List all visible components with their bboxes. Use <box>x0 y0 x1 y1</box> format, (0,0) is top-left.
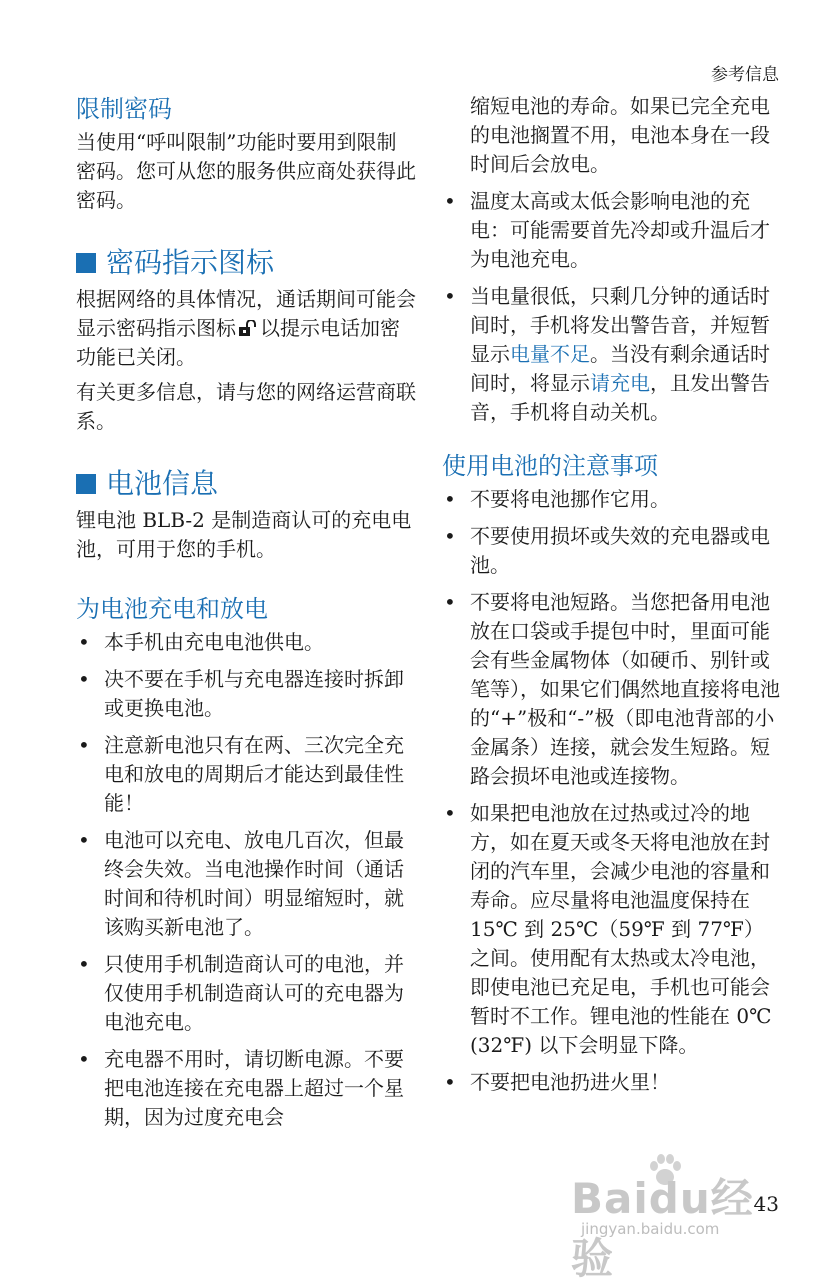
heading-icon <box>76 243 416 283</box>
paragraph-battery: 锂电池 BLB-2 是制造商认可的充电电池，可用于您的手机。 <box>76 508 412 561</box>
list-item: • 不要使用损坏或失效的充电器或电池。 <box>444 524 770 577</box>
bullet-icon: • <box>78 667 90 691</box>
continued-text: 缩短电池的寿命。如果已完全充电的电池搁置不用，电池本身在一段时间后会放电。 <box>470 94 770 176</box>
list-item: • 不要将电池短路。当您把备用电池放在口袋或手提包中时，里面可能会有些金属物体（如硬币、别针或笔等），如果它们偶然地直接将电池的“+”极和“-”极（即电池背部的小金属条）连接，就会发生短路。短路会损坏电池或连接物。 <box>444 590 780 788</box>
heading-notes: 使用电池的注意事项 <box>442 452 658 480</box>
section-header: 参考信息 <box>711 65 779 85</box>
bullet-icon: • <box>444 487 456 511</box>
list-item: • 温度太高或太低会影响电池的充电：可能需要首先冷却或升温后才为电池充电。 <box>444 189 770 271</box>
notes-list <box>442 485 782 1097</box>
bullet-icon: • <box>444 284 456 308</box>
unlocked-padlock-icon <box>238 320 258 336</box>
page-number: 43 <box>753 1192 779 1216</box>
paragraph-icon-part2: 以提示电话加密功能已关闭。 <box>76 316 400 369</box>
charge-list-continued <box>442 187 782 427</box>
bullet-icon: • <box>78 952 90 976</box>
list-item: • 只使用手机制造商认可的电池，并仅使用手机制造商认可的充电器为电池充电。 <box>78 952 404 1034</box>
low-battery-term: 电量不足 <box>510 342 590 366</box>
charge-list <box>76 628 416 1132</box>
heading-icon-text: 密码指示图标 <box>106 246 275 279</box>
right-column <box>442 92 782 1105</box>
heading-battery <box>76 464 416 504</box>
list-item: • 注意新电池只有在两、三次完全充电和放电的周期后才能达到最佳性能！ <box>78 733 404 815</box>
list-item: • 决不要在手机与充电器连接时拆卸或更换电池。 <box>78 667 404 720</box>
heading-charge: 为电池充电和放电 <box>76 595 268 623</box>
bullet-icon: • <box>78 1047 90 1071</box>
bullet-icon: • <box>444 524 456 548</box>
heading-battery-text: 电池信息 <box>106 467 219 500</box>
bullet-icon: • <box>444 1070 456 1094</box>
list-item: • 不要把电池扔进火里！ <box>442 1068 782 1097</box>
bullet-icon: • <box>444 801 456 825</box>
bullet-icon: • <box>78 630 90 654</box>
bullet-icon: • <box>78 828 90 852</box>
recharge-term: 请充电 <box>590 371 650 395</box>
list-item: • 当电量很低，只剩几分钟的通话时间时，手机将发出警告音，并短暂显示电量不足。当没有剩余通话时间时，将显示请充电，且发出警告音，手机将自动关机。 <box>444 284 770 424</box>
paragraph-icon <box>76 285 416 372</box>
paragraph-pin: 当使用“呼叫限制”功能时要用到限制密码。您可从您的服务供应商处获得此密码。 <box>76 130 416 212</box>
paragraph-more-info: 有关更多信息，请与您的网络运营商联系。 <box>76 380 416 433</box>
list-item: • 不要将电池挪作它用。 <box>442 485 782 514</box>
list-item: • 如果把电池放在过热或过冷的地方，如在夏天或冬天将电池放在封闭的汽车里，会减少电池的容量和寿命。应尽量将电池温度保持在 15℃ 到 25℃（59℉ 到 77℉）之间。使用配有太热或太冷电池，即使电池已充足电，手机也可能会暂时不工作。锂电池的性能在 0℃ (32℉) 以下会明显下降。 <box>444 801 772 1057</box>
list-item: • 电池可以充电、放电几百次，但最终会失效。当电池操作时间（通话时间和待机时间）明显缩短时，就该购买新电池了。 <box>78 828 404 939</box>
bullet-icon: • <box>444 590 456 614</box>
bullet-icon: • <box>444 189 456 213</box>
list-item: • 充电器不用时，请切断电源。不要把电池连接在充电器上超过一个星期，因为过度充电会 <box>78 1047 404 1129</box>
list-item: • 本手机由充电电池供电。 <box>76 628 416 657</box>
watermark-url: jingyan.baidu.com <box>581 1220 720 1238</box>
square-bullet-icon <box>76 474 96 494</box>
left-column <box>76 92 416 1140</box>
heading-pin: 限制密码 <box>76 95 172 123</box>
bullet-icon: • <box>78 733 90 757</box>
paragraph-icon-part1: 根据网络的具体情况，通话期间可能会显示密码指示图标 <box>76 287 416 340</box>
watermark-logo: Baidu经验 <box>571 1174 754 1283</box>
square-bullet-icon <box>76 253 96 273</box>
